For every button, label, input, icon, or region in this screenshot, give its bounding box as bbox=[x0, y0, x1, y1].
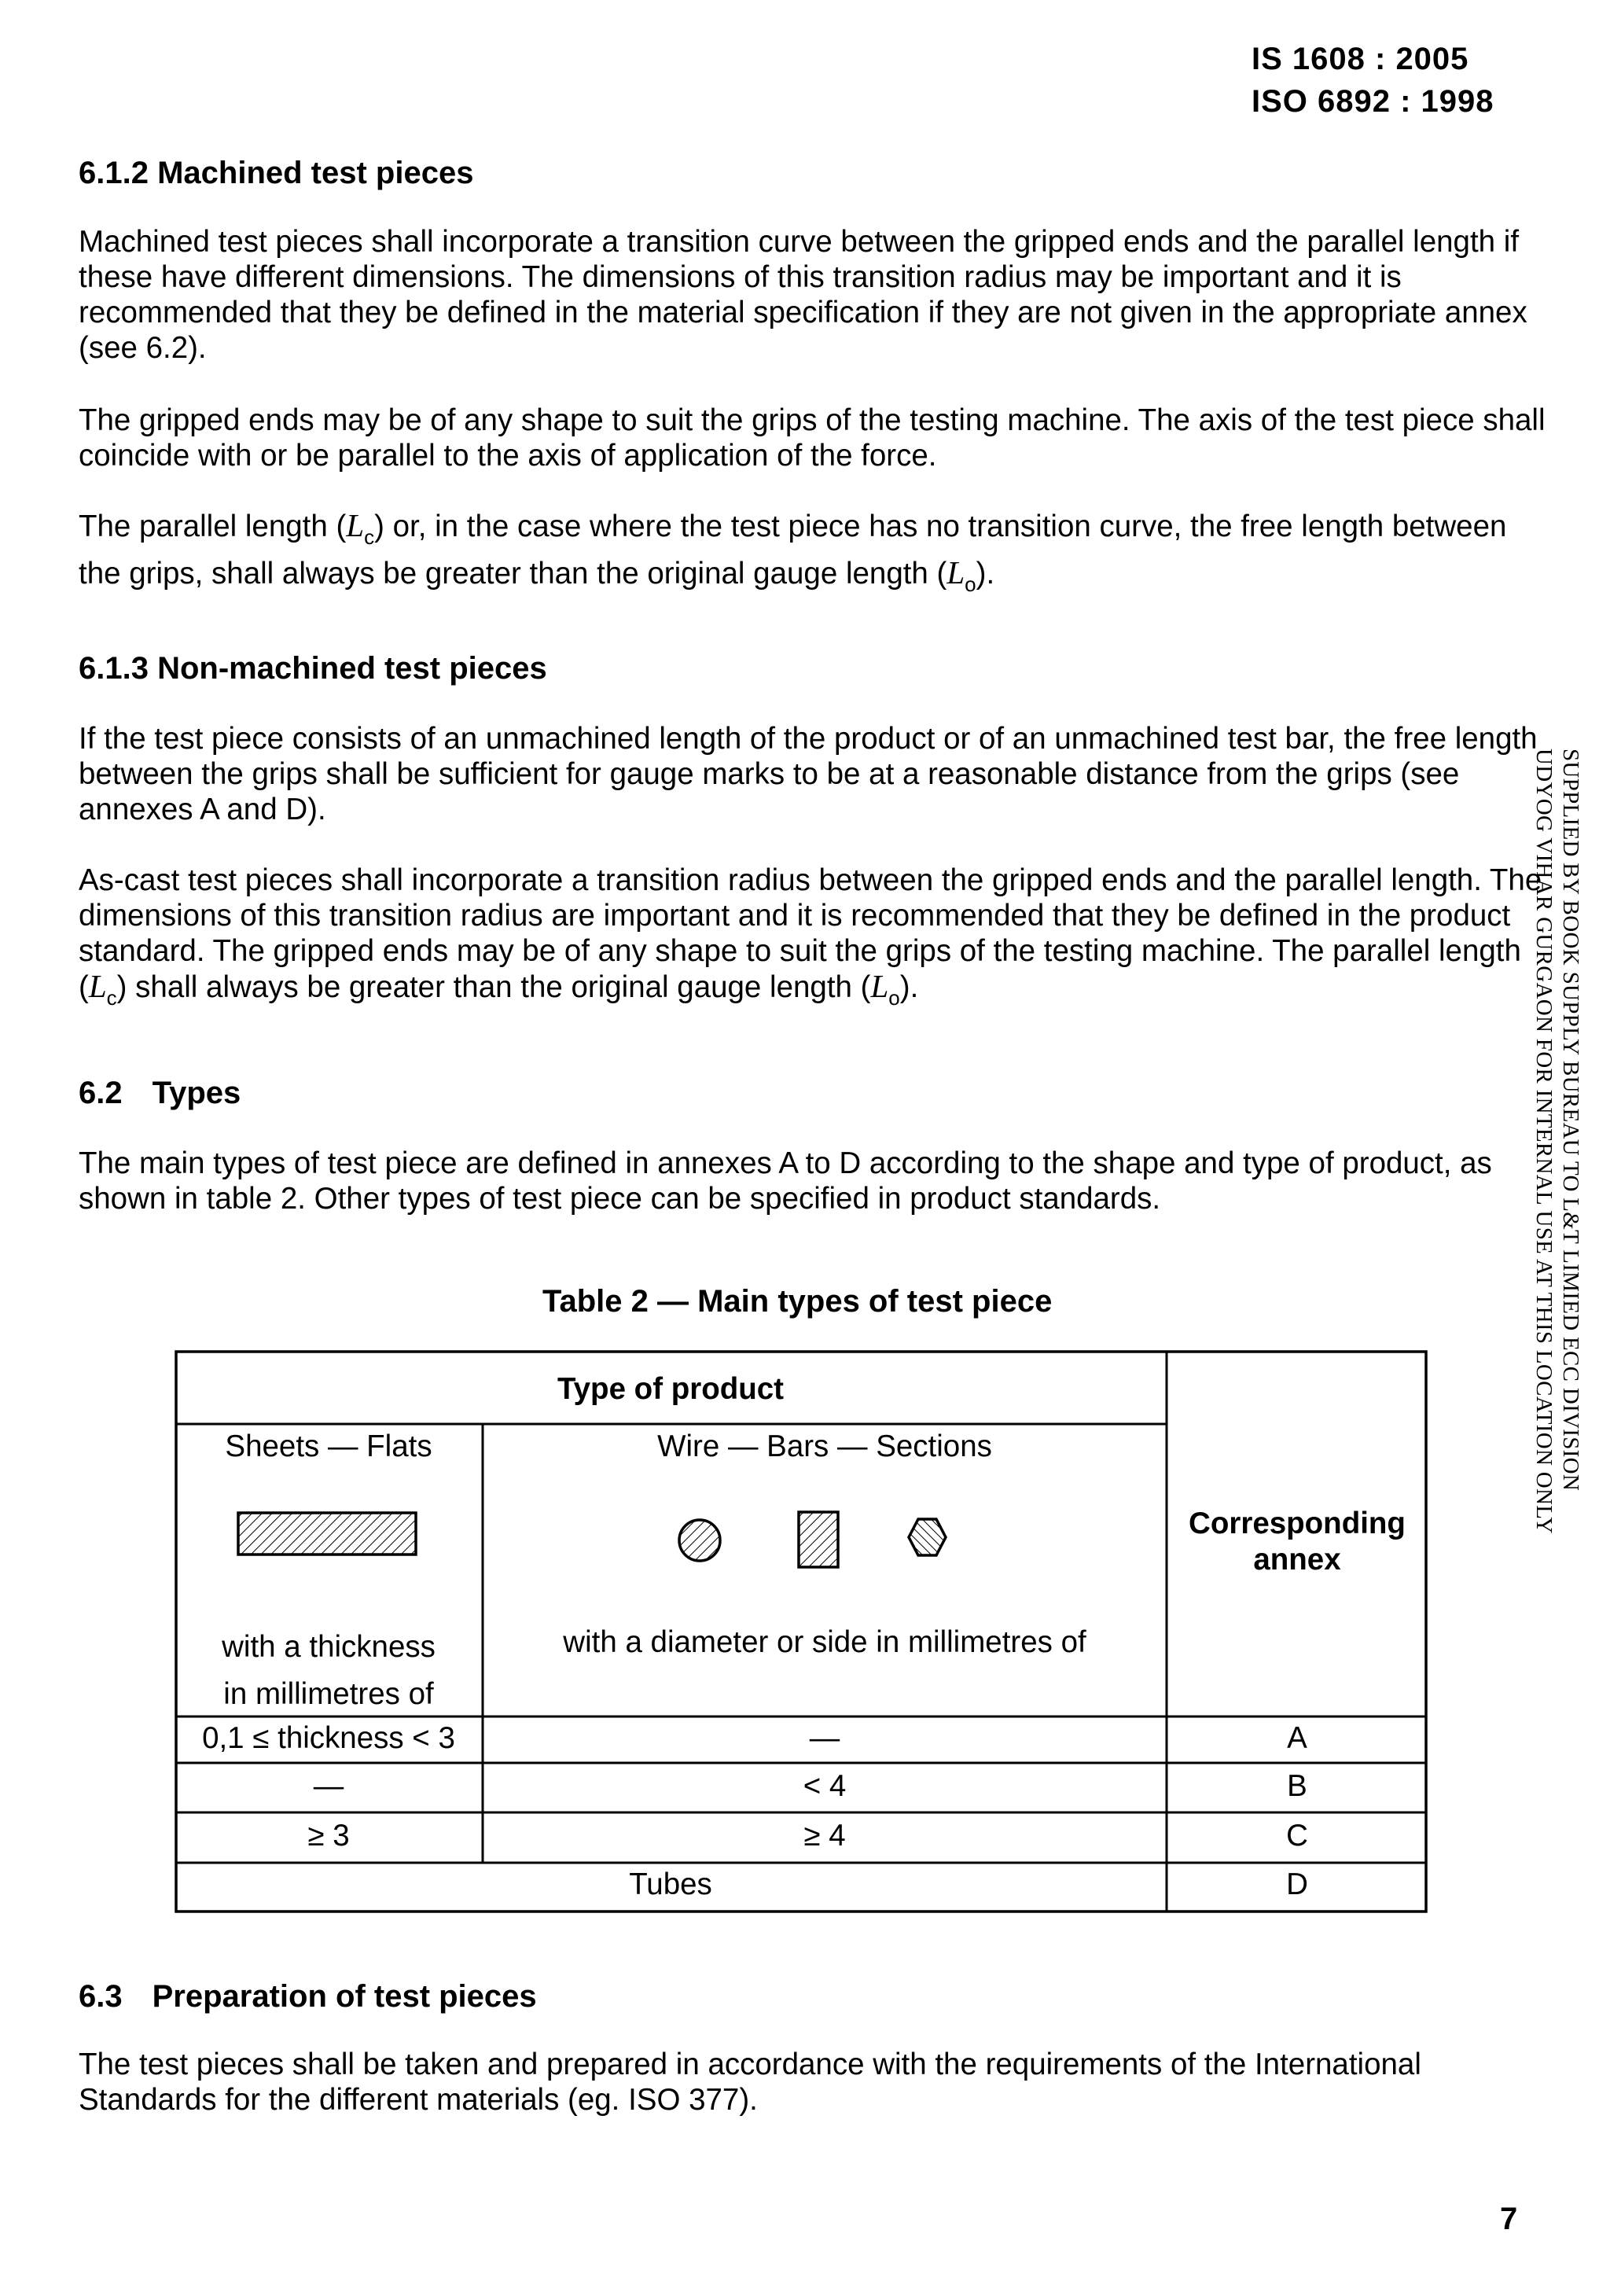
header-corresponding-annex bbox=[1167, 1506, 1428, 1578]
table-row-tubes-annex: D bbox=[1286, 1867, 1308, 1901]
annex-header-line1: Corresponding bbox=[1189, 1507, 1406, 1540]
square-bar-section-icon bbox=[799, 1512, 838, 1567]
table-row-3-annex: C bbox=[1286, 1819, 1308, 1853]
standard-iso: ISO 6892 : 1998 bbox=[1252, 84, 1494, 119]
table-row-3-col2: ≥ 4 bbox=[803, 1819, 846, 1853]
annex-header-line2: annex bbox=[1253, 1543, 1341, 1577]
symbol-Lo: $L_o$ bbox=[870, 968, 900, 1010]
table-row-2-annex: B bbox=[1287, 1769, 1307, 1803]
paragraph-6-3: The test pieces shall be taken and prepared in accordance with the requirements of the International Standards for the different materials (eg. ISO 377). bbox=[79, 2048, 1421, 2117]
round-bar-section-icon bbox=[679, 1520, 720, 1561]
heading-6-2: 6.2 Types bbox=[79, 1076, 241, 1110]
symbol-Lc: $L_c$ bbox=[88, 968, 117, 1010]
heading-6-1-2: 6.1.2 Machined test pieces bbox=[79, 156, 474, 190]
paragraph-6-1-3-b: As-cast test pieces shall incorporate a transition radius between the gripped ends and the parallel length. The dimensions of this transition radius are important and it is recommended that they be defined in the product standard. The gripped ends may be of any shape to suit the grips of the testing machine. The parallel length $(L_c)$ shall always be greater than the original gauge length $(L_o)$. bbox=[79, 863, 1542, 1010]
standard-numbers bbox=[1252, 38, 1494, 123]
diameter-note: with a diameter or side in millimetres of bbox=[563, 1625, 1086, 1659]
header-sheets-flats: Sheets — Flats bbox=[225, 1429, 432, 1463]
symbol-Lo: $L_o$ bbox=[947, 554, 976, 596]
supply-line2: UDYOG VIHAR GURGAON FOR INTERNAL USE AT THIS LOCATION ONLY bbox=[1531, 749, 1557, 1534]
header-type-of-product: Type of product bbox=[557, 1372, 785, 1406]
standard-is: IS 1608 : 2005 bbox=[1252, 42, 1469, 76]
table-row-1-col2: — bbox=[809, 1721, 840, 1755]
paragraph-6-2: The main types of test piece are defined in annexes A to D according to the shape and type of product, as shown in table 2. Other types of test piece can be specified in product standards. bbox=[79, 1146, 1492, 1216]
thickness-note-line1: with a thickness bbox=[222, 1630, 436, 1664]
table-row-3-col1: ≥ 3 bbox=[307, 1819, 350, 1853]
paragraph-6-1-2-a: Machined test pieces shall incorporate a transition curve between the gripped ends and the parallel length if these have different dimensions. The dimensions of this transition radius may be important and it is recommended that they be defined in the material specification if they are not given in the appropriate annex (see 6.2). bbox=[79, 225, 1527, 365]
supply-line1: SUPPLIED BY BOOK SUPPLY BUREAU TO L&T LIMIED ECC DIVISION bbox=[1558, 749, 1583, 1492]
paragraph-6-1-2-c: The parallel length $(L_c)$ or, in the case where the test piece has no transition curve, the free length between the grips, shall always be greater than the original gauge length $(L_o)$. bbox=[79, 507, 1507, 596]
table-row-2-col2: < 4 bbox=[803, 1769, 847, 1803]
main-types-table bbox=[175, 1350, 1428, 1913]
flat-sheet-section-icon bbox=[238, 1513, 416, 1555]
table-row-2-col1: — bbox=[313, 1769, 344, 1803]
table-row-1-annex: A bbox=[1287, 1721, 1307, 1755]
heading-6-3: 6.3 Preparation of test pieces bbox=[79, 1979, 537, 2014]
table-caption: Table 2 — Main types of test piece bbox=[542, 1284, 1053, 1319]
supply-watermark bbox=[1531, 749, 1584, 1534]
symbol-Lc: $L_c$ bbox=[346, 507, 375, 549]
page-number: 7 bbox=[1500, 2202, 1518, 2236]
heading-6-1-3: 6.1.3 Non-machined test pieces bbox=[79, 651, 547, 686]
table-row-1-col1: 0,1 ≤ thickness < 3 bbox=[202, 1721, 455, 1755]
paragraph-6-1-3-a: If the test piece consists of an unmachined length of the product or of an unmachined test bar, the free length between the grips shall be sufficient for gauge marks to be at a reasonable distance from the grips (see annexes A and D). bbox=[79, 722, 1538, 826]
thickness-note bbox=[175, 1624, 483, 1718]
header-wire-bars-sections: Wire — Bars — Sections bbox=[657, 1429, 992, 1463]
hexagonal-bar-section-icon bbox=[909, 1519, 946, 1555]
thickness-note-line2: in millimetres of bbox=[223, 1677, 434, 1711]
table-row-tubes: Tubes bbox=[629, 1867, 712, 1901]
paragraph-6-1-2-b: The gripped ends may be of any shape to suit the grips of the testing machine. The axis of the test piece shall coincide with or be parallel to the axis of application of the force. bbox=[79, 403, 1546, 473]
